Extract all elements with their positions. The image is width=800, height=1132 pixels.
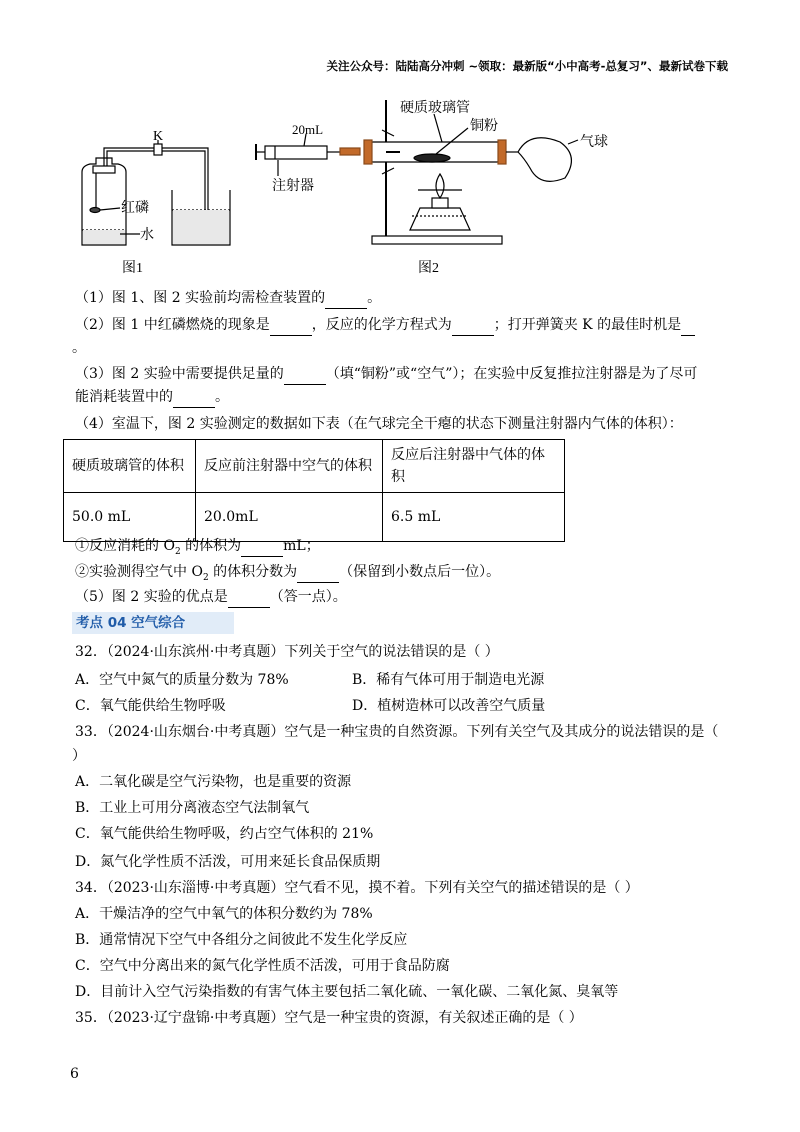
table-cell: 50.0 mL (64, 493, 196, 542)
apparatus-diagram (60, 90, 740, 290)
subquestion-1 (75, 536, 320, 562)
table-header-cell: 反应后注射器中气体的体积 (383, 440, 565, 493)
question-4 (75, 414, 683, 434)
s2-end: （保留到小数点后一位）。 (339, 564, 501, 580)
table-header-cell: 硬质玻璃管的体积 (64, 440, 196, 493)
label-red-phosphorus: 红磷 (121, 201, 149, 216)
q34-option-c: C．空气中分离出来的氮气化学性质不活泼，可用于食品防腐 (75, 958, 450, 974)
page-header: 关注公众号：陆陆高分冲刺 ~领取：最新版“小中高考-总复习”、最新试卷下载 (326, 59, 728, 73)
q33-option-c: C．氧气能供给生物呼吸，约占空气体积的 21% (75, 826, 374, 842)
figure1-apparatus (82, 140, 230, 245)
q4-text: （4）室温下，图 2 实验测定的数据如下表（在气球完全干瘪的状态下测量注射器内气体的体积）： (75, 416, 683, 432)
s2-text-a: ②实验测得空气中 O (75, 564, 203, 580)
q5-end: （答一点）。 (269, 589, 347, 605)
q33-option-d: D．氮气化学性质不活泼，可用来延长食品保质期 (75, 854, 381, 870)
q1-end: 。 (367, 290, 382, 306)
s1-end: mL； (283, 538, 320, 554)
q32-option-d: D．植树造林可以改善空气质量 (352, 698, 546, 714)
table-header-row (64, 440, 565, 493)
s1-sub: 2 (174, 546, 181, 557)
q32-stem: 32．（2024·山东滨州·中考真题）下列关于空气的说法错误的是（ ） (75, 644, 499, 660)
figure1-caption: 图1 (122, 261, 143, 276)
q3-text-b: （填“铜粉”或“空气”）；在实验中反复推拉注射器是为了尽可 (325, 366, 698, 382)
answer-blank (452, 315, 494, 336)
q2-text-b: ，反应的化学方程式为 (311, 317, 452, 333)
label-balloon: 气球 (580, 135, 608, 150)
s1-text-b: 的体积为 (180, 538, 242, 554)
s2-sub: 2 (202, 572, 209, 583)
q2-end-line (72, 338, 86, 358)
q33-option-b: B．工业上可用分离液态空气法制氧气 (75, 800, 310, 816)
subquestion-2 (75, 562, 500, 588)
q3-end: 。 (215, 389, 229, 405)
answer-blank (228, 587, 270, 608)
q34-option-b: B．通常情况下空气中各组分之间彼此不发生化学反应 (75, 932, 408, 948)
label-syringe: 注射器 (272, 179, 314, 194)
answer-blank (297, 562, 339, 583)
label-copper: 铜粉 (470, 119, 498, 134)
q1-text: （1）图 1、图 2 实验前均需检查装置的 (75, 290, 326, 306)
section-title: 考点 04 空气综合 (72, 612, 234, 634)
q2-text-c: ；打开弹簧夹 K 的最佳时机是 (493, 317, 682, 333)
answer-blank (241, 536, 283, 557)
page-number: 6 (70, 1066, 79, 1082)
q33-stem-cont: ） (72, 748, 86, 764)
answer-blank (173, 387, 215, 408)
figure2-caption: 图2 (418, 261, 439, 276)
q32-option-b: B．稀有气体可用于制造电光源 (352, 672, 545, 688)
s1-text-a: ①反应消耗的 O (75, 538, 175, 554)
table-row (64, 493, 565, 542)
q32-option-a: A．空气中氮气的质量分数为 78% (75, 672, 289, 688)
label-k: K (153, 129, 164, 144)
s2-text-b: 的体积分数为 (208, 564, 298, 580)
label-syringe-volume: 20mL (292, 122, 324, 137)
q2-end: 。 (72, 340, 86, 356)
label-water: 水 (140, 228, 154, 243)
table-cell: 20.0mL (196, 493, 383, 542)
experiment-figures (60, 90, 740, 290)
question-3-cont (75, 387, 229, 408)
q35-stem: 35．（2023·辽宁盘锦·中考真题）空气是一种宝贵的资源，有关叙述正确的是（ ） (75, 1010, 583, 1026)
q2-text-a: （2）图 1 中红磷燃烧的现象是 (75, 317, 270, 333)
q3-text-a: （3）图 2 实验中需要提供足量的 (75, 366, 284, 382)
stopper (93, 166, 115, 173)
table-cell: 6.5 mL (383, 493, 565, 542)
q5-text: （5）图 2 实验的优点是 (75, 589, 228, 605)
question-2 (75, 315, 695, 336)
answer-blank (681, 315, 695, 336)
q33-option-a: A．二氧化碳是空气污染物，也是重要的资源 (75, 774, 352, 790)
data-table (63, 439, 565, 542)
q34-stem: 34．（2023·山东淄博·中考真题）空气看不见，摸不着。下列有关空气的描述错误的是（ ） (75, 880, 639, 896)
question-5 (75, 587, 347, 608)
q33-stem: 33．（2024·山东烟台·中考真题）空气是一种宝贵的自然资源。下列有关空气及其成分的说法错误的是（ (75, 724, 719, 740)
q34-option-d: D．目前计入空气污染指数的有害气体主要包括二氧化硫、一氧化碳、二氧化氮、臭氧等 (75, 984, 619, 1000)
q34-option-a: A．干燥洁净的空气中氧气的体积分数约为 78% (75, 906, 373, 922)
answer-blank (284, 364, 326, 385)
answer-blank (325, 288, 367, 309)
label-tube: 硬质玻璃管 (400, 101, 470, 116)
question-1 (75, 288, 381, 309)
q32-option-c: C．氧气能供给生物呼吸 (75, 698, 226, 714)
q3-text-c: 能消耗装置中的 (75, 389, 173, 405)
question-3 (75, 364, 697, 385)
answer-blank (270, 315, 312, 336)
table-header-cell: 反应前注射器中空气的体积 (196, 440, 383, 493)
